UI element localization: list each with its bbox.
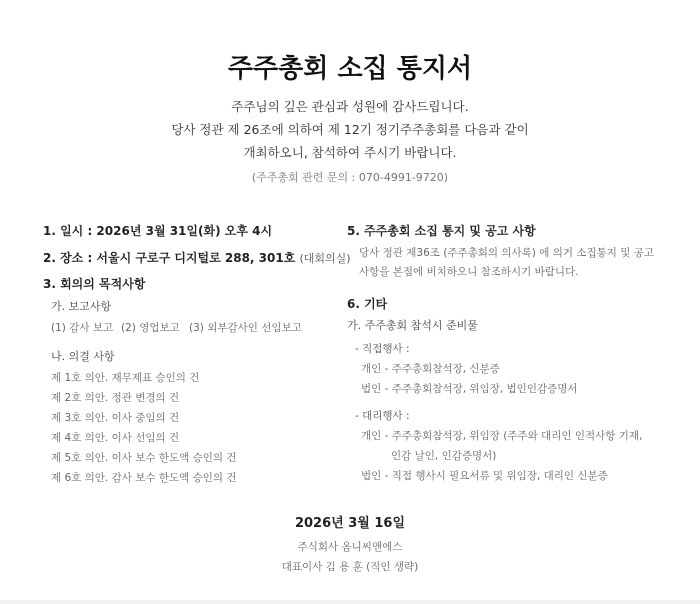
- prep-heading: 가. 주주총회 참석시 준비물: [347, 319, 478, 332]
- representative: 대표이사 김 용 훈 (직인 생략): [281, 561, 419, 573]
- inquiry-contact: (주주총회 관련 문의 : 070-4991-9720): [251, 171, 449, 184]
- resolution-item: 제 3호 의안. 이사 중임의 건: [51, 412, 180, 424]
- resolution-heading: 나. 의결 사항: [51, 350, 115, 363]
- resolution-item: 제 1호 의안. 재무제표 승인의 건: [51, 372, 200, 384]
- document-title: 주주총회 소집 통지서: [227, 54, 473, 84]
- proxy-item: 법인 - 직접 행사시 필요서류 및 위임장, 대리인 신분증: [361, 470, 608, 482]
- item-other: 6. 기타: [347, 297, 388, 311]
- proxy-item: 개인 - 주주총회참석장, 위임장 (주주와 대리인 인적사항 기재,: [361, 430, 643, 442]
- resolution-item: 제 5호 의안. 이사 보수 한도액 승인의 건: [51, 452, 237, 464]
- direct-item: 개인 - 주주총회참석장, 신분증: [361, 363, 500, 375]
- notice-date: 2026년 3월 16일: [294, 516, 406, 531]
- item-notice: 5. 주주총회 소집 통지 및 공고 사항: [347, 224, 536, 238]
- resolution-item: 제 2호 의안. 정관 변경의 건: [51, 392, 180, 404]
- notice-text-line: 사항을 본점에 비치하오니 참조하시기 바랍니다.: [359, 266, 579, 278]
- report-item: (3) 외부감사인 선임보고: [189, 322, 302, 334]
- proxy-item-continued: 인감 날인, 인감증명서): [391, 450, 497, 462]
- bottom-divider: [0, 600, 700, 604]
- proxy-heading: - 대리행사 :: [355, 410, 410, 422]
- direct-item: 법인 - 주주총회참석장, 위임장, 법인인감증명서: [361, 383, 578, 395]
- resolution-item: 제 4호 의안. 이사 선임의 건: [51, 432, 180, 444]
- direct-heading: - 직접행사 :: [355, 343, 410, 355]
- report-item: (1) 감사 보고: [51, 322, 114, 334]
- item-location: [43, 249, 351, 266]
- location-room: (대회의실): [299, 252, 351, 265]
- location-text: 2. 장소 : 서울시 구로구 디지털로 288, 301호: [43, 251, 296, 265]
- resolution-item: 제 6호 의안. 감사 보수 한도액 승인의 건: [51, 472, 237, 484]
- company-name: 주식회사 옴니씨앤에스: [297, 541, 403, 553]
- intro-line-2: 당사 정관 제 26조에 의하여 제 12기 정기주주총회를 다음과 같이: [171, 122, 529, 137]
- intro-line-1: 주주님의 깊은 관심과 성원에 감사드립니다.: [231, 99, 469, 114]
- item-date-time: 1. 일시 : 2026년 3월 31일(화) 오후 4시: [43, 224, 273, 238]
- item-agenda: 3. 회의의 목적사항: [43, 277, 146, 291]
- intro-line-3: 개최하오니, 참석하여 주시기 바랍니다.: [243, 145, 457, 160]
- report-item: (2) 영업보고: [121, 322, 180, 334]
- report-heading: 가. 보고사항: [51, 300, 112, 313]
- notice-text-line: 당사 정관 제36조 (주주총회의 의사록) 에 의거 소집통지 및 공고: [359, 247, 655, 259]
